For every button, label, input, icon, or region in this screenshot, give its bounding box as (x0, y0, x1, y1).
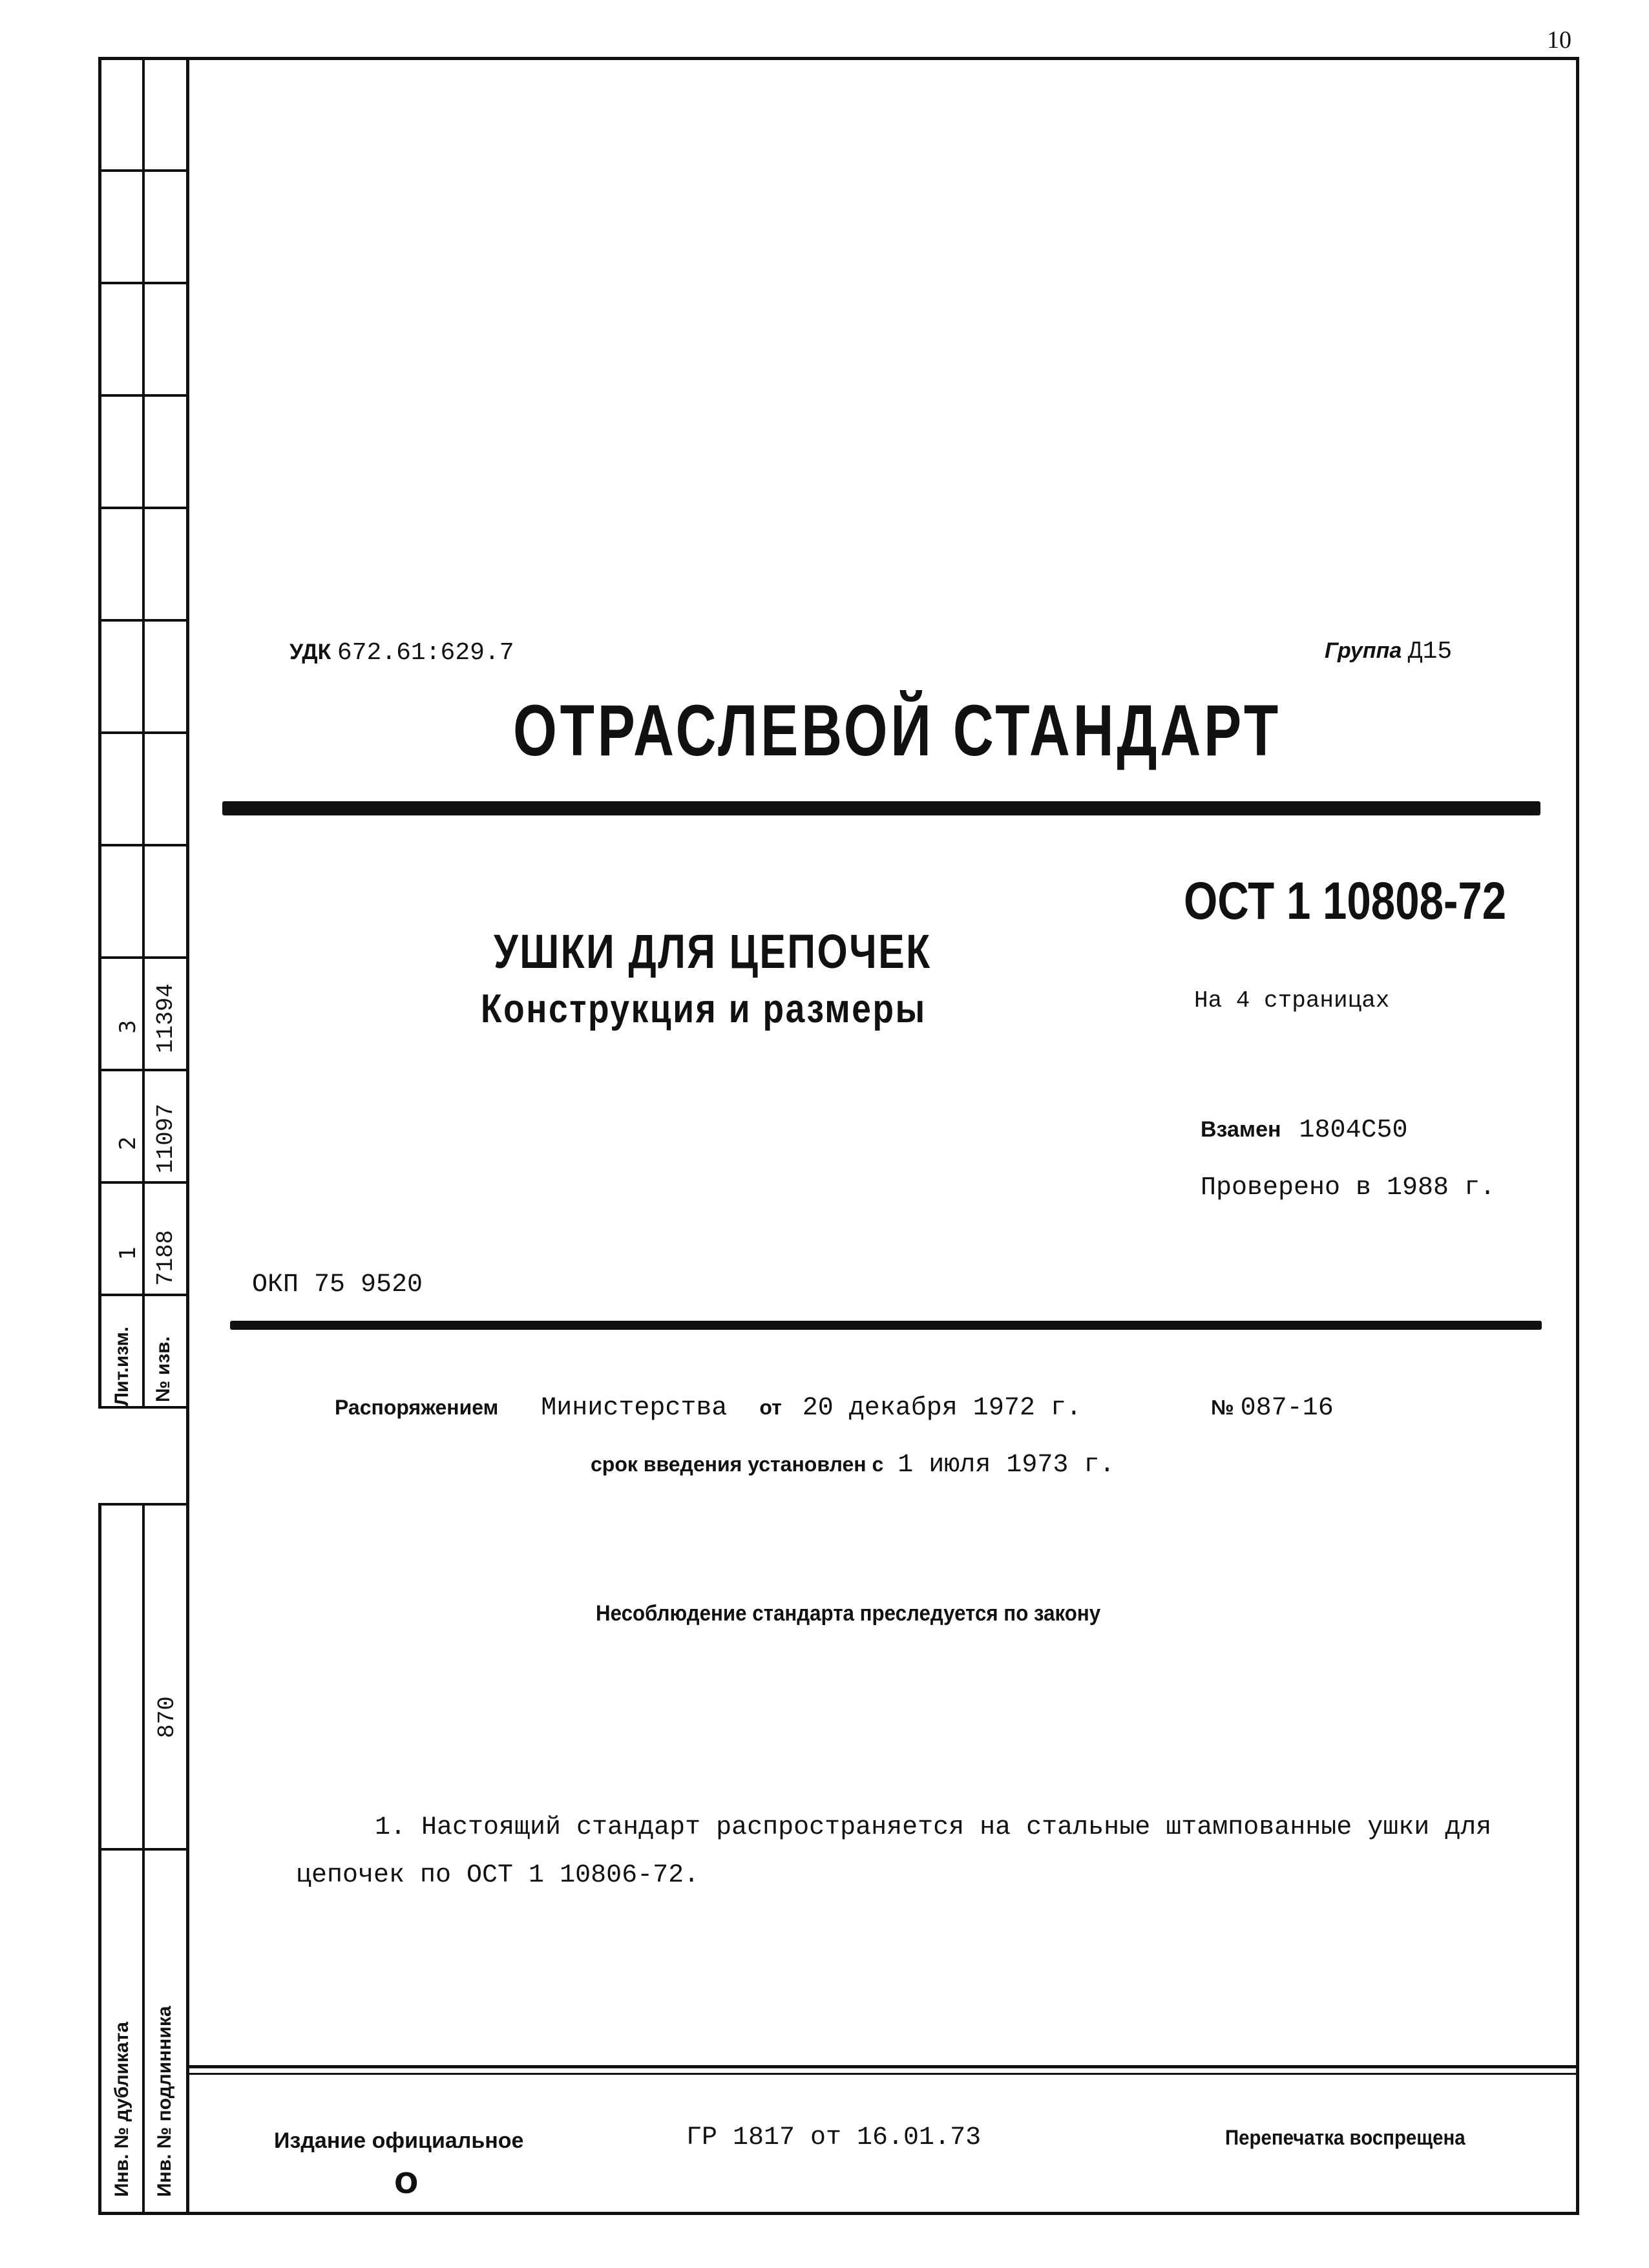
stamp-gap (97, 1409, 185, 1504)
stamp-doc-label: № изв. (152, 1336, 174, 1402)
footer-rule (186, 2073, 1579, 2075)
page-number: 10 (1547, 26, 1571, 54)
stamp-row-line (98, 1848, 186, 1851)
stamp-change-doc: 11394 (152, 983, 179, 1053)
stamp-change-number: 3 (115, 1020, 141, 1034)
footer-rule (186, 2065, 1579, 2068)
order-number-line (1211, 1391, 1334, 1423)
udk-label: УДК (289, 640, 331, 664)
stamp-row-line (98, 1069, 186, 1071)
stamp-original-label: Инв. № подлинника (154, 2006, 175, 2197)
effective-date: 1 июля 1973 г. (898, 1451, 1115, 1480)
stamp-change-doc: 11097 (152, 1103, 179, 1173)
title-rule (222, 801, 1540, 815)
edition-mark: О (394, 2167, 419, 2200)
stamp-row-line (98, 731, 186, 734)
effective-line (591, 1447, 1115, 1480)
stamp-row-line (98, 1294, 186, 1296)
stamp-row-line (98, 1181, 186, 1184)
okp-code: ОКП 75 9520 (252, 1270, 423, 1299)
paragraph-line: 1. Настоящий стандарт распространяется на стальные штампованные ушки для (375, 1813, 1492, 1842)
edition-label: Издание официальное (274, 2128, 524, 2153)
order-number: 087-16 (1240, 1394, 1334, 1423)
registration-number: ГР 1817 от 16.01.73 (686, 2123, 982, 2152)
replaces-label: Взамен (1201, 1117, 1281, 1142)
stamp-duplicate-value: 870 (154, 1696, 180, 1738)
group-value: Д15 (1407, 638, 1453, 666)
group-line (1325, 636, 1452, 666)
stamp-row-line (98, 394, 186, 397)
replaces-value: 1804С50 (1299, 1116, 1408, 1145)
main-title: ОТРАСЛЕВОЙ СТАНДАРТ (513, 690, 1281, 771)
stamp-change-number: 1 (115, 1246, 141, 1260)
standard-title: УШКИ ДЛЯ ЦЕПОЧЕК (494, 925, 932, 978)
stamp-row-line (98, 1503, 186, 1506)
stamp-row-line (98, 169, 186, 172)
stamp-row-line (98, 619, 186, 622)
okp-rule (230, 1321, 1542, 1330)
order-from: от (759, 1396, 782, 1419)
replaces-line (1201, 1113, 1408, 1145)
standard-subtitle: Конструкция и размеры (481, 987, 927, 1031)
group-label: Группа (1325, 638, 1402, 663)
pages-count: На 4 страницах (1194, 987, 1390, 1014)
reprint-notice: Перепечатка воспрещена (1225, 2126, 1465, 2149)
stamp-row-line (98, 956, 186, 959)
udk-line (289, 637, 514, 667)
stamp-change-doc: 7188 (152, 1230, 179, 1286)
standard-number: ОСТ 1 10808-72 (1184, 872, 1507, 930)
checked-line: Проверено в 1988 г. (1201, 1173, 1496, 1202)
udk-value: 672.61:629.7 (337, 639, 514, 667)
stamp-lit-label: Лит.изм. (111, 1326, 132, 1406)
paragraph-line: цепочек по ОСТ 1 10806-72. (296, 1861, 700, 1890)
order-label: Распоряжением (335, 1396, 499, 1419)
effective-label: срок введения установлен с (591, 1453, 884, 1476)
stamp-change-number: 2 (115, 1136, 141, 1150)
order-ministry: Министерства (541, 1394, 728, 1423)
stamp-divider (142, 1506, 145, 2215)
stamp-duplicate-label: Инв. № дубликата (111, 2021, 132, 2197)
stamp-row-line (98, 844, 186, 846)
stamp-row-line (98, 507, 186, 509)
stamp-row-line (98, 282, 186, 284)
order-number-sign: № (1211, 1396, 1234, 1419)
order-line (335, 1391, 1082, 1423)
legal-notice: Несоблюдение стандарта преследуется по закону (596, 1601, 1101, 1626)
order-date: 20 декабря 1972 г. (802, 1394, 1082, 1423)
